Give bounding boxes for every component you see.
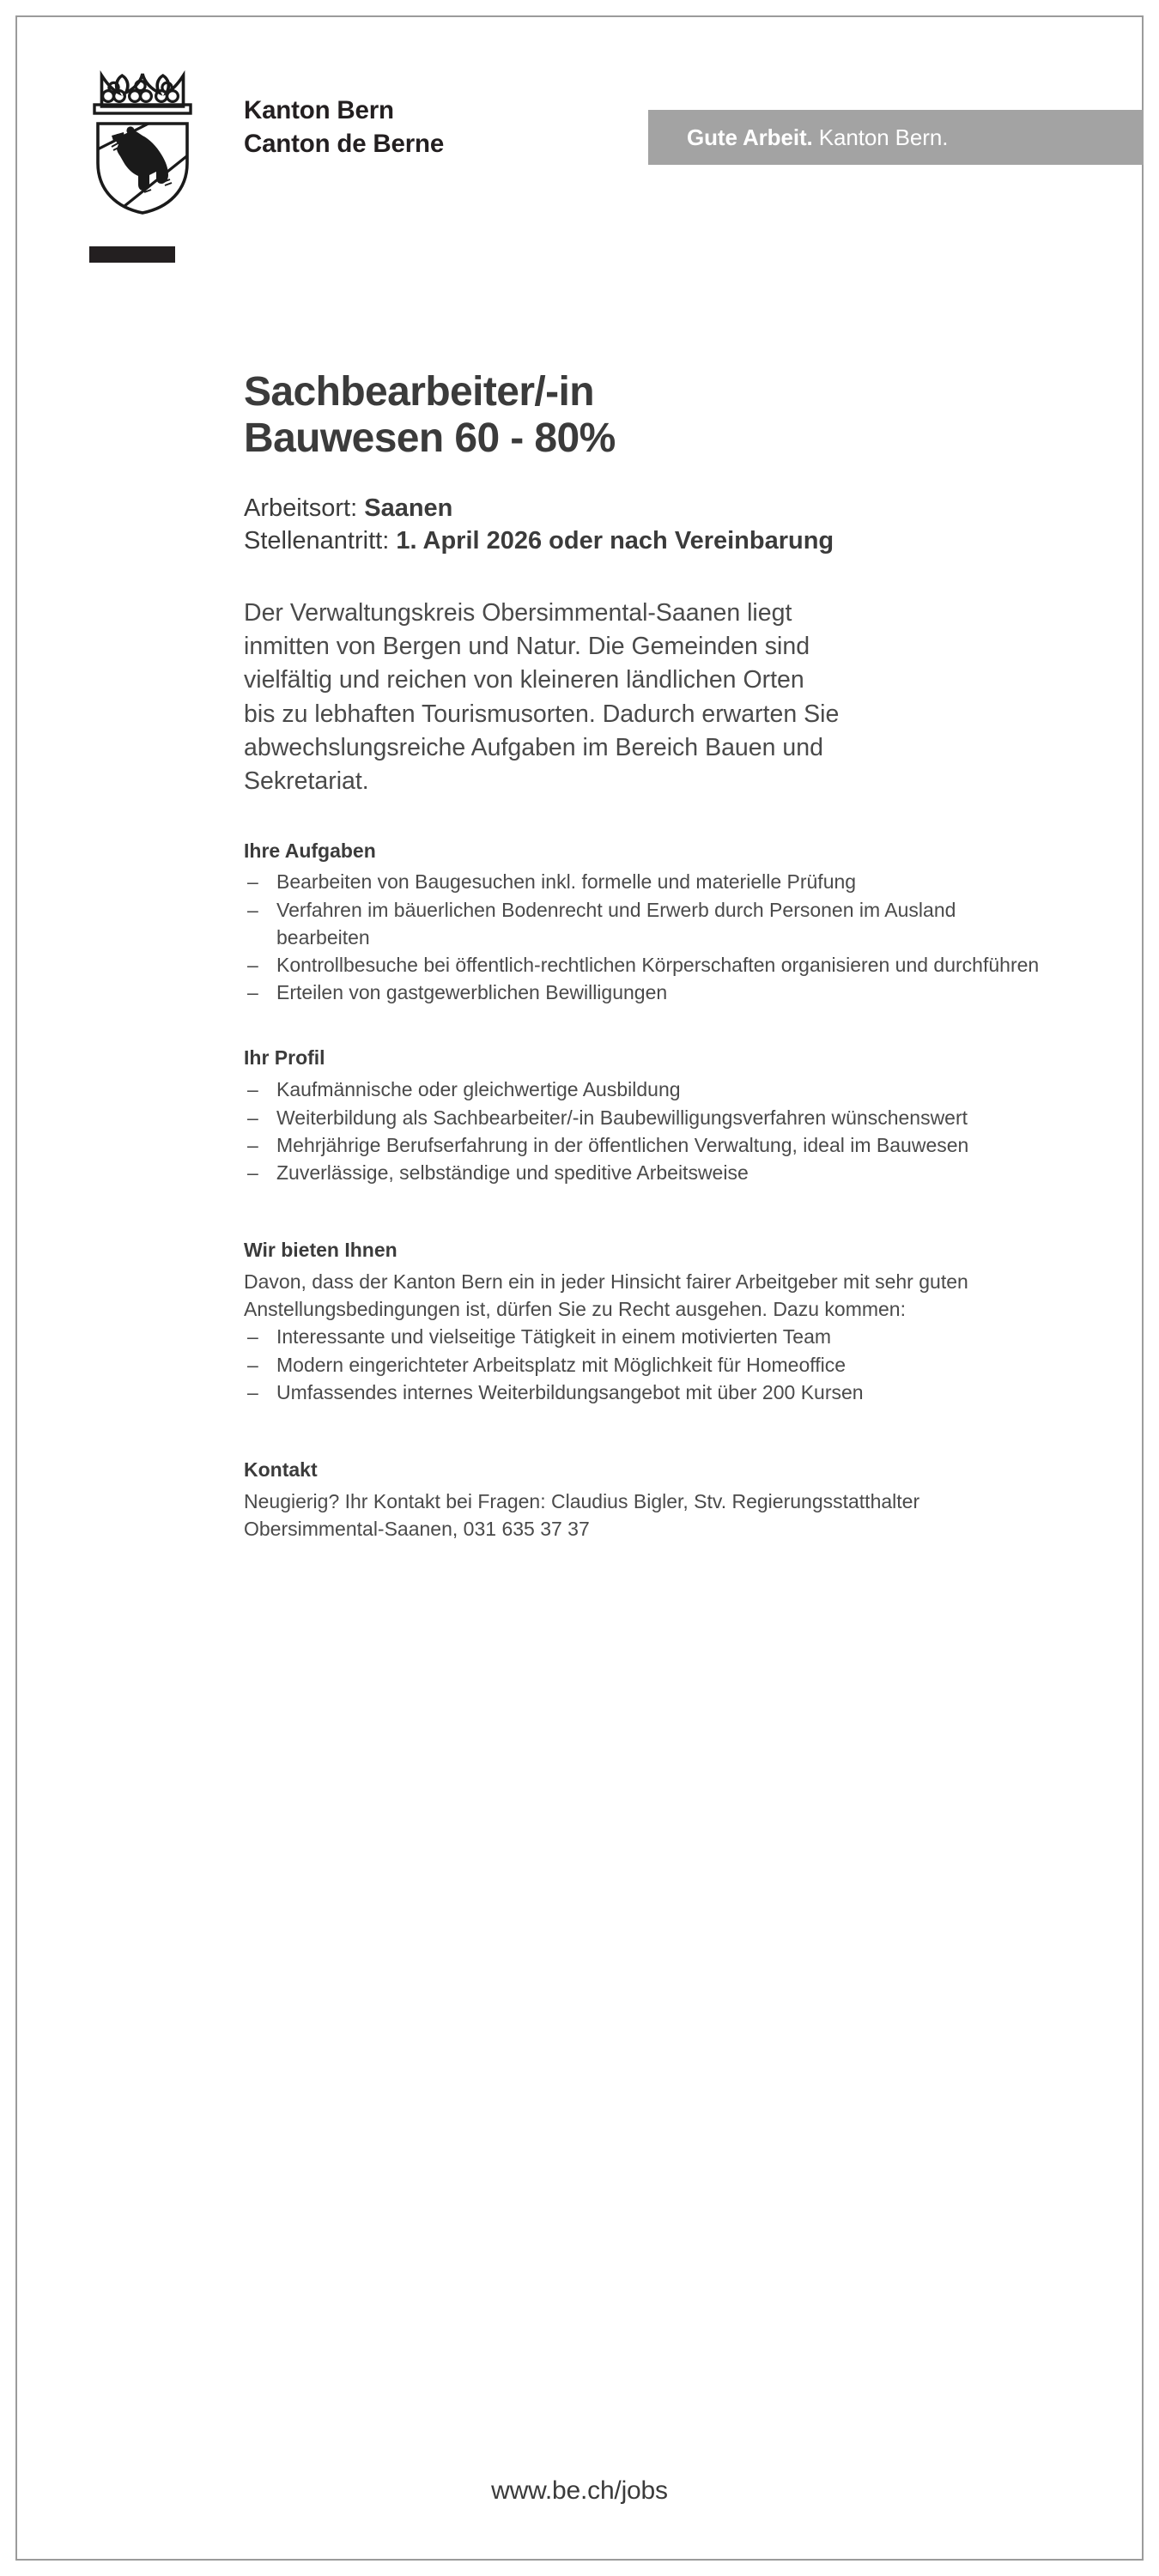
claim-bold: Gute Arbeit.: [687, 124, 813, 150]
job-location-value: Saanen: [364, 494, 453, 522]
list-item: [244, 951, 1053, 979]
list-item: [244, 868, 1053, 895]
list-item-text: Weiterbildung als Sachbearbeiter/-in Baubewilligungsverfahren wünschenswert: [276, 1106, 968, 1129]
dash-bullet-icon: –: [247, 954, 258, 977]
list-item-text: Kaufmännische oder gleichwertige Ausbildung: [276, 1078, 681, 1101]
list-item-text: Verfahren im bäuerlichen Bodenrecht und Erwerb durch Personen im Ausland bearbeiten: [276, 898, 956, 949]
section-profile-heading: Ihr Profil: [244, 1046, 325, 1070]
list-item: [244, 979, 1053, 1006]
list-item-text: Umfassendes internes Weiterbildungsangebot mit über 200 Kursen: [276, 1380, 864, 1403]
list-item: [244, 1104, 1053, 1131]
list-item: [244, 896, 1053, 951]
dash-bullet-icon: –: [247, 1325, 258, 1349]
list-item-text: Bearbeiten von Baugesuchen inkl. formelle und materielle Prüfung: [276, 870, 857, 894]
claim-band: [648, 110, 1144, 165]
list-item: [244, 1379, 1053, 1406]
dash-bullet-icon: –: [247, 1353, 258, 1376]
list-item: [244, 1159, 1053, 1186]
section-contact-text: Neugierig? Ihr Kontakt bei Fragen: Claudius Bigler, Stv. Regierungsstatthalter Obersimmental-Saanen, 031 635 37 37: [244, 1489, 920, 1540]
section-profile-list: [244, 1076, 1085, 1186]
dash-bullet-icon: –: [247, 1106, 258, 1129]
claim-rest: Kanton Bern.: [812, 124, 949, 150]
header: [0, 0, 1159, 283]
brand-rule: [89, 246, 175, 263]
bern-coat-of-arms-icon: [89, 62, 196, 216]
list-item-text: Modern eingerichteter Arbeitsplatz mit Möglichkeit für Homeoffice: [276, 1353, 846, 1376]
section-contact-heading: Kontakt: [244, 1458, 318, 1481]
job-title-line-1: Sachbearbeiter/-in: [244, 369, 595, 415]
list-item: [244, 1076, 1053, 1103]
section-tasks-list: [244, 868, 1085, 1006]
job-location-label: Arbeitsort:: [244, 494, 358, 522]
job-start-label: Stellenantritt:: [244, 527, 390, 555]
org-name-de: Kanton Bern: [244, 96, 394, 124]
list-item-text: Erteilen von gastgewerblichen Bewilligungen: [276, 981, 668, 1004]
list-item: [244, 1351, 1053, 1379]
dash-bullet-icon: –: [247, 981, 258, 1004]
org-name-fr: Canton de Berne: [244, 129, 445, 158]
job-location-row: [244, 492, 845, 525]
job-content: [244, 369, 1085, 1543]
dash-bullet-icon: –: [247, 1078, 258, 1101]
job-intro: Der Verwaltungskreis Obersimmental-Saanen liegt inmitten von Bergen und Natur. Die Gemeinden sind vielfältig und reichen von kleineren ländlichen Orten bis zu lebhaften Tourismusorten. Dadurch erwarten Sie abwechslungsreiche Aufgaben im Bereich Bauen und Sekretariat.: [244, 598, 840, 796]
list-item: [244, 1131, 1053, 1159]
job-start-value: 1. April 2026 oder nach Vereinbarung: [396, 527, 834, 555]
section-tasks-heading: Ihre Aufgaben: [244, 839, 376, 862]
job-start-row: [244, 524, 845, 558]
dash-bullet-icon: –: [247, 1133, 258, 1156]
dash-bullet-icon: –: [247, 1161, 258, 1184]
section-tasks: [244, 839, 1085, 1007]
dash-bullet-icon: –: [247, 1380, 258, 1403]
organisation-names: [244, 94, 604, 161]
section-offer-list: [244, 1323, 1085, 1406]
section-offer-heading: Wir bieten Ihnen: [244, 1239, 397, 1262]
dash-bullet-icon: –: [247, 898, 258, 921]
list-item-text: Zuverlässige, selbständige und speditive Arbeitsweise: [276, 1161, 749, 1184]
dash-bullet-icon: –: [247, 870, 258, 894]
job-title-line-2: Bauwesen 60 - 80%: [244, 415, 616, 461]
section-offer: [244, 1238, 1085, 1406]
section-profile: [244, 1046, 1085, 1186]
list-item-text: Kontrollbesuche bei öffentlich-rechtlichen Körperschaften organisieren und durchführen: [276, 954, 1040, 977]
section-contact: [244, 1458, 1085, 1543]
page-title: [244, 369, 1085, 462]
claim-text: [687, 124, 948, 151]
footer-url[interactable]: www.be.ch/jobs: [491, 2476, 668, 2505]
job-meta: [244, 492, 845, 558]
list-item: [244, 1323, 1053, 1350]
list-item-text: Interessante und vielseitige Tätigkeit in einem motivierten Team: [276, 1325, 832, 1349]
section-offer-lead: Davon, dass der Kanton Bern ein in jeder Hinsicht fairer Arbeitgeber mit sehr guten Anstellungsbedingungen ist, dürfen Sie zu Recht ausgehen. Dazu kommen:: [244, 1270, 968, 1321]
list-item-text: Mehrjährige Berufserfahrung in der öffentlichen Verwaltung, ideal im Bauwesen: [276, 1133, 969, 1156]
